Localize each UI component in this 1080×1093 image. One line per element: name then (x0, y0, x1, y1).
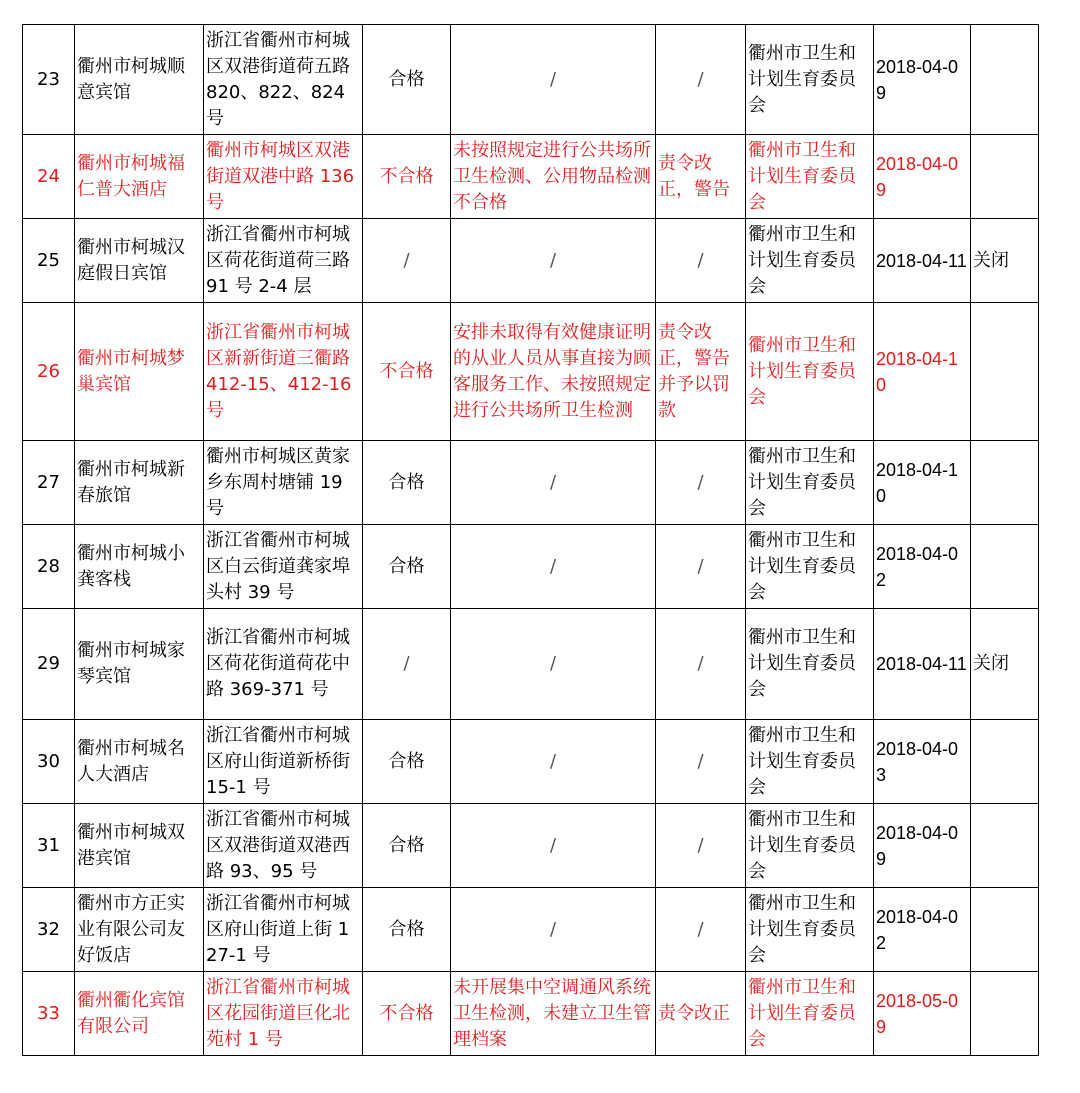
table-body (23, 25, 1039, 1056)
decision-date: 2018-04-11 (874, 609, 971, 720)
penalty: / (656, 888, 746, 972)
authority: 衢州市卫生和计划生育委员会 (746, 219, 874, 303)
establishment-address: 浙江省衢州市柯城区荷花街道荷花中路 369-371 号 (204, 609, 363, 720)
violation-description: / (451, 804, 656, 888)
authority: 衢州市卫生和计划生育委员会 (746, 25, 874, 135)
establishment-address: 浙江省衢州市柯城区双港街道荷五路 820、822、824 号 (204, 25, 363, 135)
inspection-result: / (363, 609, 451, 720)
authority: 衢州市卫生和计划生育委员会 (746, 441, 874, 525)
penalty: / (656, 441, 746, 525)
table-row (23, 609, 1039, 720)
decision-date: 2018-04-09 (874, 135, 971, 219)
establishment-address: 衢州市柯城区黄家乡东周村塘铺 19 号 (204, 441, 363, 525)
note (971, 972, 1039, 1056)
decision-date: 2018-04-11 (874, 219, 971, 303)
establishment-address: 浙江省衢州市柯城区新新街道三衢路 412-15、412-16 号 (204, 303, 363, 441)
note: 关闭 (971, 609, 1039, 720)
establishment-name: 衢州市柯城顺意宾馆 (75, 25, 204, 135)
row-number: 29 (23, 609, 75, 720)
establishment-address: 浙江省衢州市柯城区花园街道巨化北苑村 1 号 (204, 972, 363, 1056)
inspection-table (22, 24, 1039, 1056)
row-number: 33 (23, 972, 75, 1056)
note: 关闭 (971, 219, 1039, 303)
row-number: 31 (23, 804, 75, 888)
violation-description: 未按照规定进行公共场所卫生检测、公用物品检测不合格 (451, 135, 656, 219)
inspection-result: 合格 (363, 804, 451, 888)
violation-description: / (451, 441, 656, 525)
authority: 衢州市卫生和计划生育委员会 (746, 804, 874, 888)
row-number: 32 (23, 888, 75, 972)
inspection-result: / (363, 219, 451, 303)
table-row (23, 303, 1039, 441)
violation-description: / (451, 219, 656, 303)
decision-date: 2018-05-09 (874, 972, 971, 1056)
violation-description: / (451, 888, 656, 972)
establishment-address: 浙江省衢州市柯城区荷花街道荷三路 91 号 2-4 层 (204, 219, 363, 303)
establishment-name: 衢州市方正实业有限公司友好饭店 (75, 888, 204, 972)
violation-description: / (451, 609, 656, 720)
inspection-result: 不合格 (363, 135, 451, 219)
row-number: 23 (23, 25, 75, 135)
authority: 衢州市卫生和计划生育委员会 (746, 135, 874, 219)
row-number: 26 (23, 303, 75, 441)
authority: 衢州市卫生和计划生育委员会 (746, 525, 874, 609)
decision-date: 2018-04-09 (874, 804, 971, 888)
note (971, 525, 1039, 609)
establishment-name: 衢州市柯城家琴宾馆 (75, 609, 204, 720)
violation-description: / (451, 720, 656, 804)
authority: 衢州市卫生和计划生育委员会 (746, 888, 874, 972)
table-row (23, 972, 1039, 1056)
penalty: 责令改正，警告并予以罚款 (656, 303, 746, 441)
table-row (23, 888, 1039, 972)
decision-date: 2018-04-09 (874, 25, 971, 135)
penalty: / (656, 609, 746, 720)
note (971, 303, 1039, 441)
establishment-address: 衢州市柯城区双港街道双港中路 136 号 (204, 135, 363, 219)
table-row (23, 525, 1039, 609)
note (971, 720, 1039, 804)
decision-date: 2018-04-03 (874, 720, 971, 804)
penalty: / (656, 720, 746, 804)
establishment-name: 衢州市柯城双港宾馆 (75, 804, 204, 888)
violation-description: 安排未取得有效健康证明的从业人员从事直接为顾客服务工作、未按照规定进行公共场所卫生检测 (451, 303, 656, 441)
violation-description: 未开展集中空调通风系统卫生检测，未建立卫生管理档案 (451, 972, 656, 1056)
establishment-address: 浙江省衢州市柯城区府山街道上街 127-1 号 (204, 888, 363, 972)
table-row (23, 25, 1039, 135)
table-row (23, 804, 1039, 888)
establishment-name: 衢州市柯城新春旅馆 (75, 441, 204, 525)
inspection-result: 不合格 (363, 972, 451, 1056)
row-number: 24 (23, 135, 75, 219)
table-row (23, 219, 1039, 303)
establishment-address: 浙江省衢州市柯城区双港街道双港西路 93、95 号 (204, 804, 363, 888)
violation-description: / (451, 525, 656, 609)
decision-date: 2018-04-10 (874, 303, 971, 441)
inspection-result: 合格 (363, 525, 451, 609)
establishment-address: 浙江省衢州市柯城区白云街道龚家埠头村 39 号 (204, 525, 363, 609)
establishment-name: 衢州市柯城小龚客栈 (75, 525, 204, 609)
note (971, 888, 1039, 972)
penalty: 责令改正，警告 (656, 135, 746, 219)
row-number: 30 (23, 720, 75, 804)
inspection-result: 合格 (363, 441, 451, 525)
decision-date: 2018-04-02 (874, 888, 971, 972)
establishment-name: 衢州衢化宾馆有限公司 (75, 972, 204, 1056)
note (971, 804, 1039, 888)
table-row (23, 441, 1039, 525)
inspection-result: 合格 (363, 888, 451, 972)
table-row (23, 720, 1039, 804)
inspection-result: 不合格 (363, 303, 451, 441)
penalty: / (656, 25, 746, 135)
establishment-name: 衢州市柯城名人大酒店 (75, 720, 204, 804)
note (971, 441, 1039, 525)
establishment-address: 浙江省衢州市柯城区府山街道新桥街 15-1 号 (204, 720, 363, 804)
inspection-result: 合格 (363, 25, 451, 135)
penalty: / (656, 219, 746, 303)
note (971, 135, 1039, 219)
authority: 衢州市卫生和计划生育委员会 (746, 720, 874, 804)
establishment-name: 衢州市柯城梦巢宾馆 (75, 303, 204, 441)
violation-description: / (451, 25, 656, 135)
table-row (23, 135, 1039, 219)
row-number: 28 (23, 525, 75, 609)
authority: 衢州市卫生和计划生育委员会 (746, 303, 874, 441)
authority: 衢州市卫生和计划生育委员会 (746, 609, 874, 720)
authority: 衢州市卫生和计划生育委员会 (746, 972, 874, 1056)
inspection-result: 合格 (363, 720, 451, 804)
penalty: / (656, 525, 746, 609)
establishment-name: 衢州市柯城汉庭假日宾馆 (75, 219, 204, 303)
decision-date: 2018-04-10 (874, 441, 971, 525)
row-number: 27 (23, 441, 75, 525)
decision-date: 2018-04-02 (874, 525, 971, 609)
establishment-name: 衢州市柯城福仁普大酒店 (75, 135, 204, 219)
row-number: 25 (23, 219, 75, 303)
note (971, 25, 1039, 135)
penalty: 责令改正 (656, 972, 746, 1056)
penalty: / (656, 804, 746, 888)
